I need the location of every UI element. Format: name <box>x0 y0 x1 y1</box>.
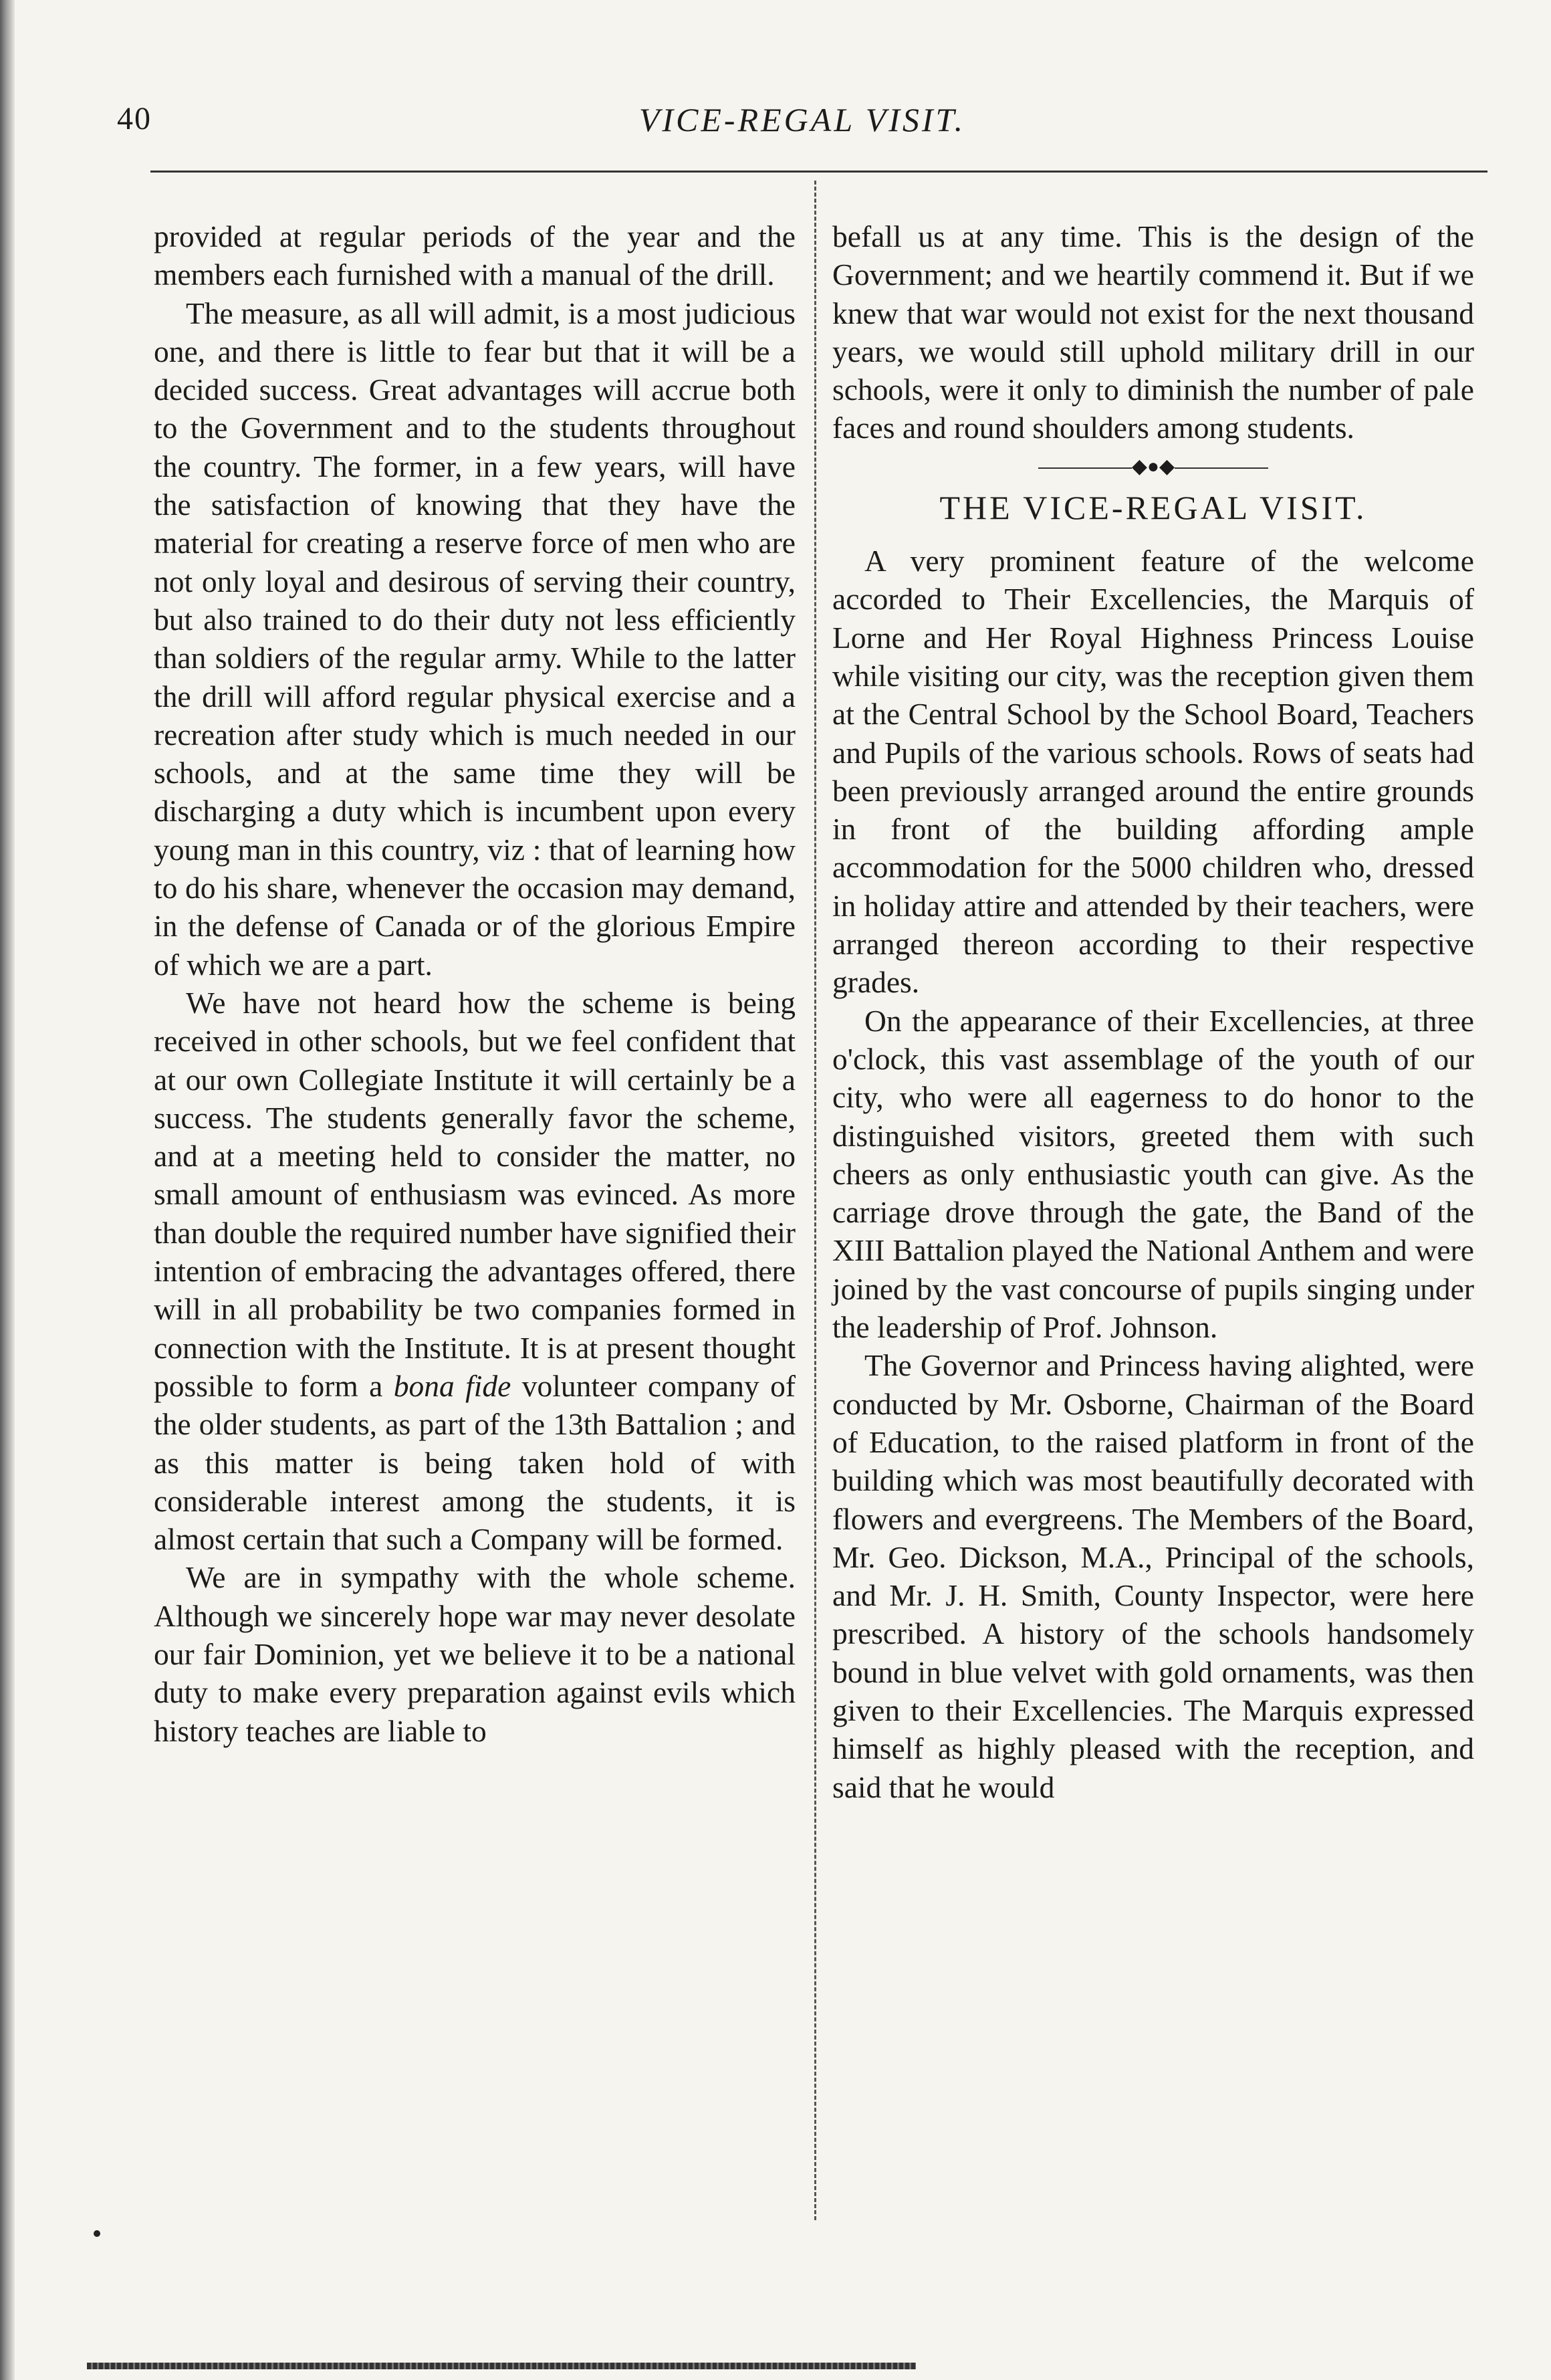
paragraph-governor: The Governor and Princess having alighted, were conducted by Mr. Osborne, Chairman of the Board of Education, to the raised platform in front of the building which was most beautifully decorated with flowers and evergreens. The Members of the Board, Mr. Geo. Dickson, M.A., Principal of the schools, and Mr. J. H. Smith, County Inspector, were here prescribed. A history of the schools handsomely bound in blue velvet with gold ornaments, was then given to their Excellencies. The Marquis expressed himself as highly pleased with the reception, and said that he would <box>832 1348 1474 1804</box>
footer-rule <box>87 2363 916 2369</box>
paragraph-measure: The measure, as all will admit, is a most judicious one, and there is little to fear but that it will be a decided success. Great advantages will accrue both to the Government and to the students throughout the country. The former, in a few years, will have the satisfaction of knowing that they have the material for creating a reserve force of men who are not only loyal and desirous of serving their country, but also trained to do their duty not less efficiently than soldiers of the regular army. While to the latter the drill will afford regular physical exercise and a recreation after study which is much needed in our schools, and at the same time they will be discharging a duty which is incumbent upon every young man in this country, viz : that of learning how to do his share, whenever the occasion may demand, in the defense of Canada or of the glorious Empire of which we are a part. <box>154 296 796 982</box>
ornament-glyph: ◆●◆ <box>1131 455 1175 477</box>
paragraph-scheme-tail: volunteer company of the older students, as part of the 13th Battalion ; and as this matter is being taken hold of with considerable interest among the students, it is almost certain that such a Company will be formed. <box>154 1368 796 1557</box>
paragraph-continued: provided at regular periods of the year and the members each furnished with a manual of the drill. <box>154 219 796 292</box>
page-number: 40 <box>117 101 152 136</box>
section-ornament <box>832 447 1474 486</box>
right-column <box>832 217 1474 1806</box>
page-header <box>117 100 1487 154</box>
ornament-line-left <box>1038 467 1132 469</box>
paragraph-appearance: On the appearance of their Excellencies, at three o'clock, this vast assemblage of the youth of our city, who were all eagerness to do honor to the distinguished visitors, greeted them with such cheers as only enthusiastic youth can give. As the carriage drove through the gate, the Band of the XIII Battalion played the National Anthem and were joined by the vast concourse of pupils singing under the leadership of Prof. Johnson. <box>832 1003 1474 1345</box>
column-divider <box>814 181 816 2220</box>
paragraph-continued-right: befall us at any time. This is the design of the Government; and we heartily commend it. But if we knew that war would not exist for the next thousand years, we would still uphold military drill in our schools, were it only to diminish the number of pale faces and round shoulders among students. <box>832 219 1474 445</box>
paragraph-welcome: A very prominent feature of the welcome accorded to Their Excellencies, the Marquis of Lorne and Her Royal Highness Princess Louise while visiting our city, was the reception given them at the Central School by the School Board, Teachers and Pupils of the various schools. Rows of seats had been previously arranged around the entire grounds in front of the building affording ample accommodation for the 5000 children who, dressed in holiday attire and attended by their teachers, were arranged thereon according to their respective grades. <box>832 544 1474 1000</box>
page-binding-shadow <box>0 0 15 2380</box>
running-title: VICE-REGAL VISIT. <box>638 101 966 138</box>
paragraph-scheme <box>154 984 796 1558</box>
header-rule <box>150 171 1487 173</box>
paragraph-scheme-text: We have not heard how the scheme is being received in other schools, but we feel confident that at our own Collegiate Institute it will certainly be a success. The students generally favor the scheme, and at a meeting held to consider the matter, no small amount of enthusiasm was evinced. As more than double the required number have signified their intention of embracing the advantages offered, there will in all probability be two companies formed in connection with the Institute. It is at present thought possible to form a <box>154 985 796 1403</box>
left-column <box>154 217 796 1750</box>
section-heading: THE VICE-REGAL VISIT. <box>939 488 1367 526</box>
ink-speck <box>94 2230 100 2237</box>
ornament-line-right <box>1175 467 1268 469</box>
paragraph-sympathy: We are in sympathy with the whole scheme. Although we sincerely hope war may never desolate our fair Dominion, yet we believe it to be a national duty to make every preparation against evils which history teaches are liable to <box>154 1560 796 1748</box>
italic-phrase: bona fide <box>393 1368 511 1403</box>
